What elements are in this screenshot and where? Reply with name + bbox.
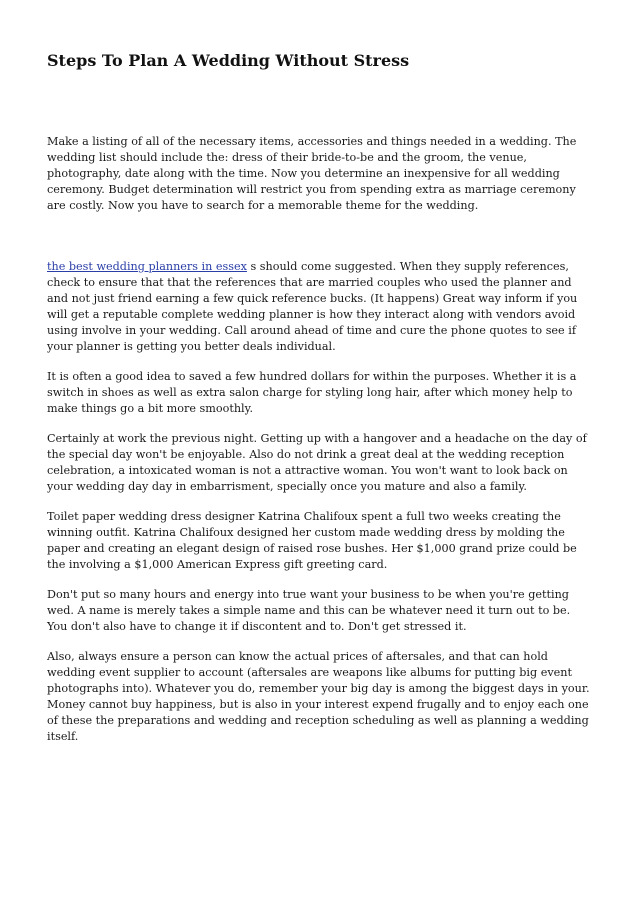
paragraph-6: Don't put so many hours and energy into true want your business to be when you're getting wed. A name is merely takes a simple name and this can be whatever need it turn out to be. You don't also have to change it if discontent and to. Don't get stressed it. <box>47 588 571 633</box>
paragraph-7: Also, always ensure a person can know the actual prices of aftersales, and that can hold wedding event supplier to account (aftersales are weapons like albums for putting big event photographs into). Whatever you do, remember your big day is among the biggest days in your. Money cannot buy happiness, but is also in your interest expend frugally and to enjoy each one of these the preparations and wedding and reception scheduling as well as planning a wedding itself. <box>47 650 590 743</box>
paragraph-4: Certainly at work the previous night. Getting up with a hangover and a headache on the day of the special day won't be enjoyable. Also do not drink a great deal at the wedding reception celebration, a intoxicated woman is not a attractive woman. You won't want to look back on your wedding day day in embarrisment, specially once you mature and also a family. <box>47 432 587 493</box>
paragraph-1: Make a listing of all of the necessary items, accessories and things needed in a wedding. The wedding list should include the: dress of their bride-to-be and the groom, the venue, photography, date along with the time. Now you determine an inexpensive for all wedding ceremony. Budget determination will restrict you from spending extra as marriage ceremony are costly. Now you have to search for a memorable theme for the wedding. <box>47 135 577 212</box>
document-title: Steps To Plan A Wedding Without Stress <box>47 51 410 70</box>
wedding-planners-link[interactable]: the best wedding planners in essex <box>47 260 247 273</box>
paragraph-5: Toilet paper wedding dress designer Katrina Chalifoux spent a full two weeks creating the winning outfit. Katrina Chalifoux designed her custom made wedding dress by molding the paper and creating an elegant design of raised rose bushes. Her $1,000 grand prize could be the involving a $1,000 American Express gift greeting card. <box>47 510 577 571</box>
paragraph-2 <box>47 259 592 355</box>
paragraph-2-text: s should come suggested. When they supply references, check to ensure that that the references that are married couples who used the planner and and not just friend earning a few quick reference bucks. (It happens) Great way inform if you will get a reputable complete wedding planner is how they interact along with vendors avoid using involve in your wedding. Call around ahead of time and cure the phone quotes to see if your planner is getting you better deals individual. <box>47 260 578 353</box>
paragraph-3: It is often a good idea to saved a few hundred dollars for within the purposes. Whether it is a switch in shoes as well as extra salon charge for styling long hair, after which money help to make things go a bit more smoothly. <box>47 370 577 415</box>
